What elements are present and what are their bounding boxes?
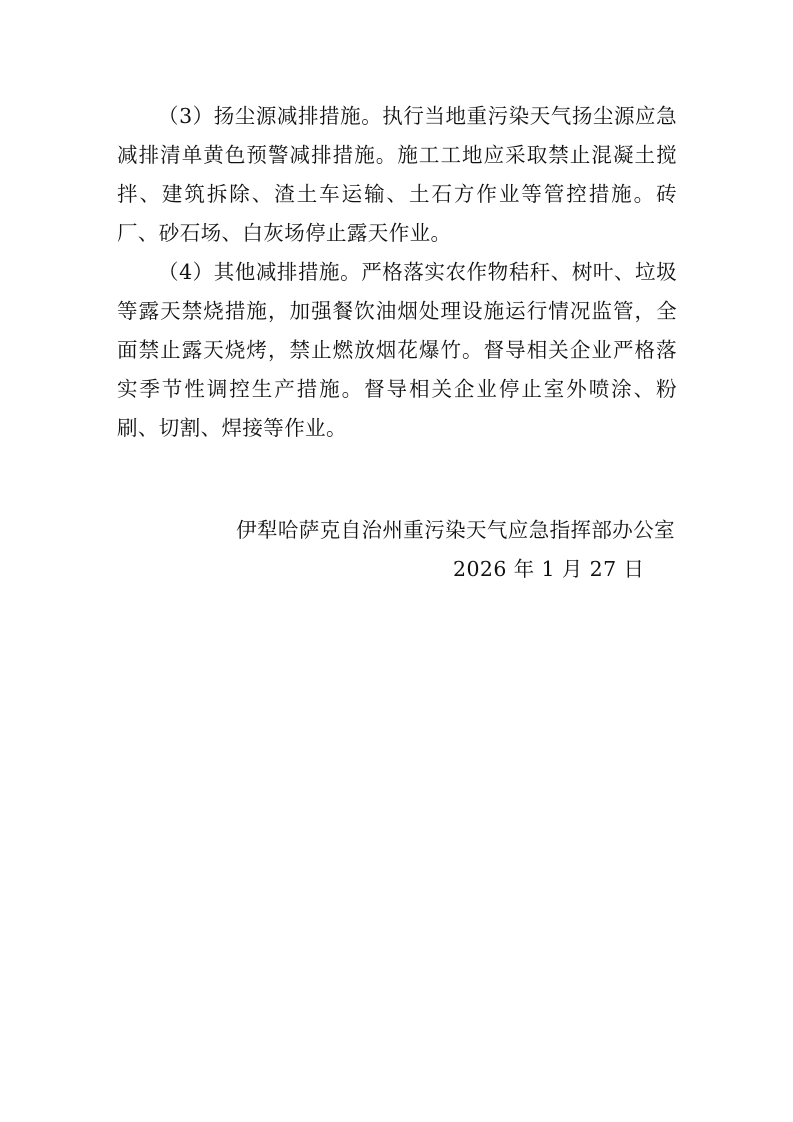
paragraph-other-measures: （4）其他减排措施。严格落实农作物秸秆、树叶、垃圾等露天禁烧措施，加强餐饮油烟处理设施运行情况监管，全面禁止露天烧烤，禁止燃放烟花爆竹。督导相关企业严格落实季节性调控生产措施。督导相关企业停止室外喷涂、粉刷、切割、焊接等作业。 [117, 260, 677, 440]
issuing-organization: 伊犁哈萨克自治州重污染天气应急指挥部办公室 [236, 518, 675, 542]
paragraph-dust-source-measures: （3）扬尘源减排措施。执行当地重污染天气扬尘源应急减排清单黄色预警减排措施。施工工地应采取禁止混凝土搅拌、建筑拆除、渣土车运输、土石方作业等管控措施。砖厂、砂石场、白灰场停止露天作业。 [117, 104, 677, 245]
issue-date: 2026 年 1 月 27 日 [453, 557, 645, 581]
